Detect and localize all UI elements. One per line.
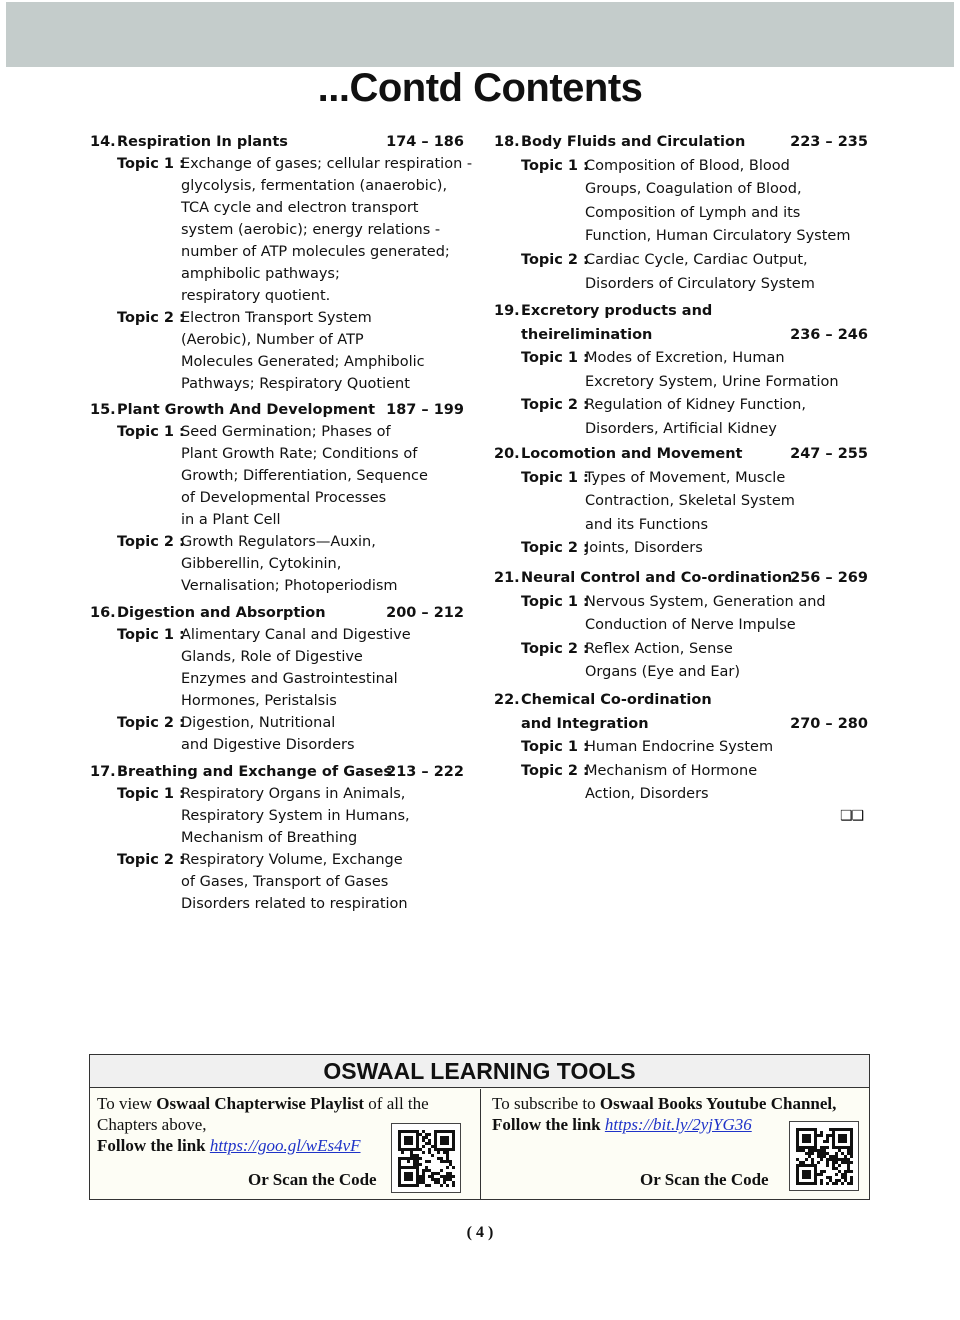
topic-text: Regulation of Kidney Function, xyxy=(585,397,806,414)
chapter-number: 18. xyxy=(494,134,520,150)
chapter-pages: 247 – 255 xyxy=(790,446,868,462)
topic-line xyxy=(494,661,868,685)
chapter-title: Plant Growth And Development xyxy=(117,402,376,418)
topic-text: amphibolic pathways; xyxy=(181,266,340,282)
topic-text: Nervous System, Generation and xyxy=(585,593,826,610)
chapter-entry xyxy=(90,131,473,395)
chapter-entry xyxy=(494,131,868,296)
topic-text: Pathways; Respiratory Quotient xyxy=(181,376,410,392)
chapter-number: 22. xyxy=(494,692,520,708)
chapter-entry xyxy=(90,761,464,915)
chapter-number: 15. xyxy=(90,402,116,418)
topic-line xyxy=(90,373,464,395)
topic-text: Composition of Blood, Blood xyxy=(585,157,790,174)
topic-line xyxy=(90,575,464,597)
youtube-cell xyxy=(481,1089,869,1199)
chapter-title: Locomotion and Movement xyxy=(521,446,743,462)
topic-line xyxy=(90,351,464,373)
chapter-pages: 256 – 269 xyxy=(790,570,868,586)
playlist-text-post: of all the xyxy=(364,1094,429,1113)
chapter-entry xyxy=(494,689,868,807)
topic-label: Topic 1 : xyxy=(521,593,589,610)
topic-text: Reflex Action, Sense xyxy=(585,640,733,657)
chapter-pages: 187 – 199 xyxy=(386,402,464,418)
topic-text: Groups, Coagulation of Blood, xyxy=(585,181,802,198)
topic-label: Topic 1 : xyxy=(117,156,185,172)
topic-text: Types of Movement, Muscle xyxy=(585,469,786,486)
chapter-entry xyxy=(90,399,464,597)
topic-line xyxy=(494,614,868,638)
topic-text: Growth; Differentiation, Sequence xyxy=(181,468,428,484)
topic-line xyxy=(90,153,473,175)
topic-line xyxy=(90,329,464,351)
topic-text: Gibberellin, Cytokinin, xyxy=(181,556,342,572)
topic-line xyxy=(494,371,868,395)
topic-text: Respiratory Volume, Exchange xyxy=(181,852,403,868)
topic-text: of Developmental Processes xyxy=(181,490,387,506)
topic-text: Function, Human Circulatory System xyxy=(585,228,851,245)
topic-line xyxy=(494,225,868,249)
chapter-number: 20. xyxy=(494,446,520,462)
topic-text: number of ATP molecules generated; xyxy=(181,244,450,260)
topic-text: Conduction of Nerve Impulse xyxy=(585,617,796,634)
topic-line xyxy=(90,849,464,871)
topic-line xyxy=(494,273,868,297)
playlist-text-line2: Chapters above, xyxy=(97,1115,207,1134)
topic-line xyxy=(90,509,464,531)
topic-text: Growth Regulators—Auxin, xyxy=(181,534,376,550)
topic-line xyxy=(90,487,464,509)
playlist-text: To view xyxy=(97,1094,157,1113)
topic-label: Topic 2 : xyxy=(521,540,589,557)
topic-line xyxy=(90,197,464,219)
qr-code-youtube[interactable] xyxy=(789,1121,859,1191)
topic-label: Topic 2 : xyxy=(117,534,185,550)
topic-line xyxy=(90,443,464,465)
topic-line xyxy=(494,736,868,760)
chapter-title: Chemical Co-ordination xyxy=(521,692,712,708)
topic-line xyxy=(90,307,464,329)
topic-line xyxy=(90,421,464,443)
chapter-title-line xyxy=(494,443,868,467)
topic-line xyxy=(90,219,464,241)
youtube-channel-name: Oswaal Books Youtube Channel, xyxy=(599,1094,837,1113)
chapter-title-line xyxy=(494,324,868,348)
chapter-pages: 174 – 186 xyxy=(386,134,464,150)
chapter-title: Breathing and Exchange of Gases xyxy=(117,764,392,780)
topic-line xyxy=(90,175,464,197)
topic-line xyxy=(90,827,464,849)
topic-line xyxy=(90,465,464,487)
topic-line xyxy=(494,347,868,371)
topic-label: Topic 2 : xyxy=(521,640,589,657)
topic-line xyxy=(494,418,868,442)
topic-line xyxy=(494,591,868,615)
page-number: ( 4 ) xyxy=(466,1224,494,1241)
chapter-number: 19. xyxy=(494,303,520,319)
topic-line xyxy=(494,490,868,514)
topic-text: Composition of Lymph and its xyxy=(585,204,801,221)
follow-label: Follow the link xyxy=(492,1115,605,1134)
topic-line xyxy=(90,893,464,915)
topic-text: Joints, Disorders xyxy=(585,540,703,557)
topic-line xyxy=(90,531,464,553)
topic-line xyxy=(494,514,868,538)
topic-text: Mechanism of Hormone xyxy=(585,762,758,779)
topic-text: glycolysis, fermentation (anaerobic), xyxy=(181,178,448,194)
topic-line xyxy=(90,263,464,285)
topic-text: system (aerobic); energy relations - xyxy=(181,222,441,238)
chapter-title: Respiration In plants xyxy=(117,134,288,150)
topic-text: Action, Disorders xyxy=(585,786,709,803)
topic-text: Excretory System, Urine Formation xyxy=(585,373,839,390)
chapter-title: and Integration xyxy=(521,715,649,732)
chapter-pages: 200 – 212 xyxy=(386,605,464,621)
topic-line xyxy=(90,553,464,575)
topic-line xyxy=(494,178,868,202)
topic-text: and Digestive Disorders xyxy=(181,737,355,753)
topic-line xyxy=(494,783,868,807)
chapter-title: Neural Control and Co-ordination xyxy=(521,570,793,586)
topic-text: Exchange of gases; cellular respiration - xyxy=(181,156,473,172)
topic-line xyxy=(494,467,868,491)
scan-label: Or Scan the Code xyxy=(248,1170,377,1189)
chapter-title: Body Fluids and Circulation xyxy=(521,134,746,150)
youtube-link[interactable]: https://bit.ly/2yjYG36 xyxy=(604,1115,752,1134)
topic-text: Glands, Role of Digestive xyxy=(181,649,363,665)
chapter-number: 16. xyxy=(90,605,116,621)
topic-label: Topic 1 : xyxy=(521,469,589,486)
topic-line xyxy=(90,734,464,756)
topic-line xyxy=(90,805,464,827)
topic-text: Disorders related to respiration xyxy=(181,896,408,912)
topic-line xyxy=(494,638,868,662)
chapter-title: Excretory products and xyxy=(521,303,713,319)
topic-text: respiratory quotient. xyxy=(181,288,331,304)
topic-label: Topic 2 : xyxy=(117,310,185,326)
chapter-number: 14. xyxy=(90,134,116,150)
chapter-title-line xyxy=(494,300,868,324)
chapter-title-line xyxy=(90,131,464,153)
topic-text: and its Functions xyxy=(585,516,708,533)
chapter-entry xyxy=(494,567,868,685)
topic-line xyxy=(90,624,464,646)
topic-line xyxy=(90,285,464,307)
topic-text: Enzymes and Gastrointestinal xyxy=(181,671,398,687)
chapter-entry xyxy=(494,443,868,561)
topic-line xyxy=(90,783,464,805)
chapter-title: Digestion and Absorption xyxy=(117,605,326,621)
end-mark: ❑❑ xyxy=(840,808,864,824)
chapter-pages: 270 – 280 xyxy=(790,715,868,732)
topic-line xyxy=(90,690,464,712)
topic-text: Disorders of Circulatory System xyxy=(585,275,815,292)
topic-label: Topic 2 : xyxy=(521,762,589,779)
qr-code-playlist[interactable] xyxy=(391,1123,461,1193)
topic-label: Topic 1 : xyxy=(521,157,589,174)
topic-text: Vernalisation; Photoperiodism xyxy=(181,578,398,594)
chapter-title: theirelimination xyxy=(521,326,653,343)
chapter-title-line xyxy=(90,399,464,421)
topic-label: Topic 1 : xyxy=(117,627,185,643)
chapter-title-line xyxy=(494,689,868,713)
scan-label: Or Scan the Code xyxy=(640,1170,769,1189)
topic-label: Topic 1 : xyxy=(117,424,185,440)
chapter-title-line xyxy=(494,713,868,737)
playlist-name: Oswaal Chapterwise Playlist xyxy=(156,1094,365,1113)
topic-text: Digestion, Nutritional xyxy=(181,715,336,731)
topic-text: Respiratory Organs in Animals, xyxy=(181,786,406,802)
chapter-pages: 223 – 235 xyxy=(790,134,868,150)
topic-text: Organs (Eye and Ear) xyxy=(585,664,741,681)
topic-line xyxy=(90,712,464,734)
chapter-title-line xyxy=(494,567,868,591)
playlist-link[interactable]: https://goo.gl/wEs4vF xyxy=(209,1136,361,1155)
topic-text: Mechanism of Breathing xyxy=(181,830,358,846)
topic-label: Topic 1 : xyxy=(521,739,589,756)
topic-text: Electron Transport System xyxy=(181,310,372,326)
chapter-title-line xyxy=(90,602,464,624)
chapter-number: 17. xyxy=(90,764,116,780)
topic-text: Plant Growth Rate; Conditions of xyxy=(181,446,418,462)
topic-text: Contraction, Skeletal System xyxy=(585,493,795,510)
topic-text: Disorders, Artificial Kidney xyxy=(585,420,777,437)
playlist-cell xyxy=(90,1089,481,1199)
topic-label: Topic 1 : xyxy=(117,786,185,802)
page-title: ...Contd Contents xyxy=(317,66,643,110)
follow-label: Follow the link xyxy=(97,1136,210,1155)
topic-line xyxy=(494,202,868,226)
topic-text: TCA cycle and electron transport xyxy=(181,200,419,216)
chapter-title-line xyxy=(494,131,868,155)
topic-line xyxy=(90,241,464,263)
topic-label: Topic 2 : xyxy=(521,251,589,268)
topic-line xyxy=(494,537,868,561)
topic-line xyxy=(494,760,868,784)
chapter-pages: 213 – 222 xyxy=(386,764,464,780)
topic-label: Topic 1 : xyxy=(521,350,589,367)
topic-line xyxy=(494,155,868,179)
topic-line xyxy=(90,646,464,668)
topic-text: Cardiac Cycle, Cardiac Output, xyxy=(585,251,808,268)
topic-text: Modes of Excretion, Human xyxy=(585,350,785,367)
topic-label: Topic 2 : xyxy=(521,397,589,414)
topic-text: in a Plant Cell xyxy=(181,512,281,528)
chapter-entry xyxy=(494,300,868,442)
learning-tools-box xyxy=(89,1054,870,1200)
chapter-pages: 236 – 246 xyxy=(790,326,868,343)
topic-line xyxy=(494,249,868,273)
topic-text: Seed Germination; Phases of xyxy=(181,424,391,440)
topic-line xyxy=(90,871,464,893)
topic-text: Respiratory System in Humans, xyxy=(181,808,410,824)
topic-line xyxy=(494,394,868,418)
chapter-entry xyxy=(90,602,464,756)
topic-label: Topic 2 : xyxy=(117,852,185,868)
chapter-title-line xyxy=(90,761,464,783)
chapter-number: 21. xyxy=(494,570,520,586)
youtube-text: To subscribe to xyxy=(492,1094,600,1113)
topic-line xyxy=(90,668,464,690)
topic-text: Alimentary Canal and Digestive xyxy=(181,627,411,643)
topic-text: of Gases, Transport of Gases xyxy=(181,874,389,890)
learning-tools-heading: OSWAAL LEARNING TOOLS xyxy=(90,1055,869,1088)
topic-text: (Aerobic), Number of ATP xyxy=(181,332,364,348)
topic-label: Topic 2 : xyxy=(117,715,185,731)
topic-text: Human Endocrine System xyxy=(585,739,774,756)
header-band xyxy=(6,2,954,67)
topic-text: Molecules Generated; Amphibolic xyxy=(181,354,425,370)
topic-text: Hormones, Peristalsis xyxy=(181,693,337,709)
